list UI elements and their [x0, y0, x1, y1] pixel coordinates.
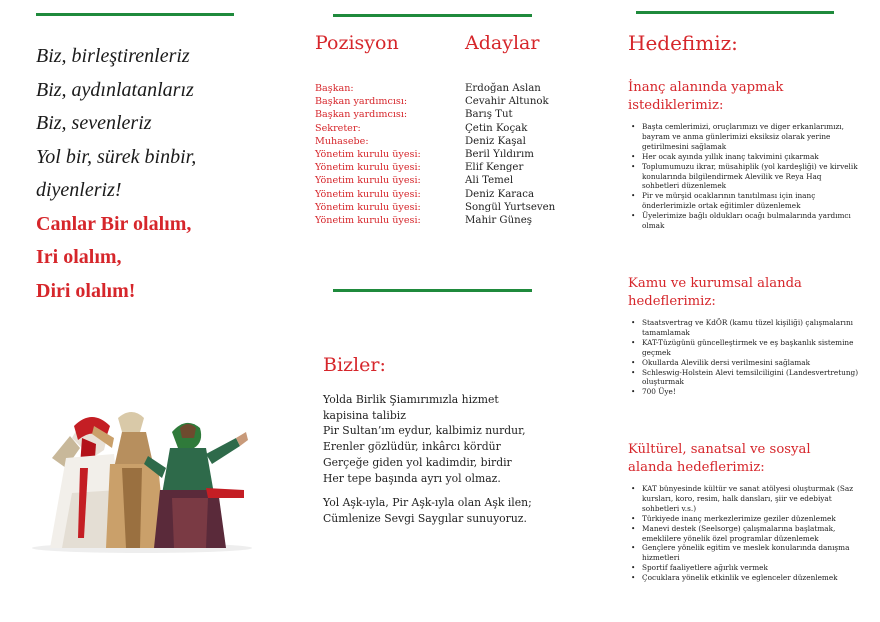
- faith-goals-title: İnanç alanında yapmak istediklerimiz:: [628, 80, 784, 113]
- list-item: • KAT-Tüzügünü güncelleştirmek ve eş başkanlık sistemine geçmek: [628, 338, 860, 358]
- divider-col2-top: [333, 14, 532, 17]
- position-label: Yönetim kurulu üyesi:: [315, 175, 421, 187]
- position-label: Yönetim kurulu üyesi:: [315, 201, 421, 213]
- position-label: Sekreter:: [315, 122, 361, 134]
- list-item: • Başta cemlerimizi, oruçlarımızı ve diger erkanlarımızı, bayram ve anma günlerimizi eksiksiz olarak yerine getirilmesini sağlamak: [628, 122, 860, 152]
- candidates-header: Adaylar: [465, 32, 540, 54]
- list-item: • Üyelerimize bağlı oldukları ocağı bulmalarında yardımcı olmak: [628, 211, 860, 231]
- public-goals-list: [628, 318, 860, 397]
- candidate-name: Cevahir Altunok: [465, 96, 549, 108]
- list-item: • Staatsvertrag ve KdÖR (kamu tüzel kişiliği) çalışmalarını tamamlamak: [628, 318, 860, 338]
- motto-line: Biz, birleştirenleriz: [36, 45, 190, 67]
- candidate-name: Songül Yurtseven: [465, 201, 556, 213]
- motto-bold-line: Iri olalım,: [36, 246, 122, 268]
- motto-bold-line: Diri olalım!: [36, 279, 136, 302]
- position-label: Yönetim kurulu üyesi:: [315, 215, 421, 227]
- divider-col1-top: [36, 13, 234, 16]
- position-label: Muhasebe:: [315, 135, 369, 147]
- candidates-list: [465, 82, 555, 227]
- poem-line: Yolda Birlik Şiamırımızla hizmet: [323, 393, 499, 406]
- position-header: Pozisyon: [315, 32, 399, 54]
- list-item: • Türkiyede inanç merkezlerimize geziler düzenlemek: [628, 514, 860, 524]
- candidate-name: Mahir Güneş: [465, 215, 532, 227]
- semah-dancers-image: [22, 398, 262, 553]
- poem-line: Erenler gözlüdür, inkârcı kördür: [323, 440, 501, 454]
- position-label: Başkan:: [315, 83, 354, 94]
- list-item: • 700 Üye!: [628, 387, 860, 397]
- list-item: • Her ocak ayında yıllık inanç takvimini çıkarmak: [628, 152, 860, 162]
- list-item: • Sportif faaliyetlere ağırlık vermek: [628, 563, 860, 573]
- bizler-poem: [323, 392, 573, 527]
- list-item: • KAT bünyesinde kültür ve sanat atölyesi oluşturmak (Saz kursları, koro, resim, halk dansları, şiir ve edebiyat sohbetleri v.s.): [628, 484, 860, 514]
- cultural-goals-title: Kültürel, sanatsal ve sosyal alanda hedeflerimiz:: [628, 442, 811, 475]
- stanza-gap: [323, 486, 573, 495]
- goals-title: Hedefimiz:: [628, 31, 738, 55]
- bizler-title: Bizler:: [323, 354, 386, 376]
- list-item: • Toplumumuzu ikrar, müsahiplik (yol kardeşliği) ve kirvelik konularında bilgilendirmek Alevilik ve Reya Haq sohbetleri düzenlemek: [628, 162, 860, 192]
- motto-line: Biz, aydınlatanlarız: [36, 78, 194, 101]
- candidate-name: Deniz Karaca: [465, 188, 535, 200]
- list-item: • Gençlere yönelik egitim ve meslek konularında danışma hizmetleri: [628, 543, 860, 563]
- candidate-name: Deniz Kaşal: [465, 135, 526, 147]
- candidate-name: Erdoğan Aslan: [465, 83, 541, 94]
- poem-line: Pir Sultan’ım eydur, kalbimiz nurdur,: [323, 424, 526, 438]
- poem-line: Gerçeğe giden yol kadimdir, birdir: [323, 455, 512, 469]
- list-item: • Pir ve mürşid ocaklarının tanıtılması için inanç önderlerimizle ortak eğitimler düzenlemek: [628, 191, 860, 211]
- position-label: Yönetim kurulu üyesi:: [315, 162, 421, 174]
- candidate-name: Ali Temel: [465, 175, 514, 187]
- list-item: • Manevi destek (Seelsorge) çalışmalarına başlatmak, emeklilere yönelik özel programlar düzenlemek: [628, 524, 860, 544]
- cultural-goals-list: [628, 484, 860, 583]
- list-item: • Schleswig-Holstein Alevi temsilciligini (Landesvertretung) oluşturmak: [628, 368, 860, 388]
- faith-goals-list: [628, 122, 860, 231]
- candidate-name: Barış Tut: [465, 109, 513, 121]
- position-label: Yönetim kurulu üyesi:: [315, 188, 421, 200]
- poem-line: kapisina talibiz: [323, 408, 406, 422]
- position-label: Yönetim kurulu üyesi:: [315, 149, 421, 161]
- motto-bold-line: Canlar Bir olalım,: [36, 212, 192, 235]
- list-item: • Çocuklara yönelik etkinlik ve eglenceler düzenlemek: [628, 573, 860, 583]
- motto-line: diyenleriz!: [36, 179, 122, 201]
- motto-line: Biz, sevenleriz: [36, 112, 152, 134]
- motto-line: Yol bir, sürek binbir,: [36, 145, 197, 168]
- list-item: • Okullarda Alevilik dersi verilmesini sağlamak: [628, 358, 860, 368]
- poem-line: Yol Aşk-ıyla, Pir Aşk-ıyla olan Aşk ilen;: [323, 496, 532, 510]
- position-label: Başkan yardımcısı:: [315, 96, 408, 108]
- position-label: Başkan yardımcısı:: [315, 109, 408, 121]
- candidate-name: Çetin Koçak: [465, 122, 528, 134]
- divider-col3-top: [636, 11, 834, 14]
- candidate-name: Beril Yıldırım: [465, 149, 534, 161]
- candidate-name: Elif Kenger: [465, 162, 524, 174]
- motto-block: [36, 40, 266, 308]
- poem-line: Her tepe başında ayrı yol olmaz.: [323, 471, 501, 485]
- divider-col2-middle: [333, 289, 532, 292]
- public-goals-title: Kamu ve kurumsal alanda hedeflerimiz:: [628, 276, 802, 309]
- poem-line: Cümlenize Sevgi Saygılar sunuyoruz.: [323, 511, 527, 525]
- positions-list: [315, 82, 421, 227]
